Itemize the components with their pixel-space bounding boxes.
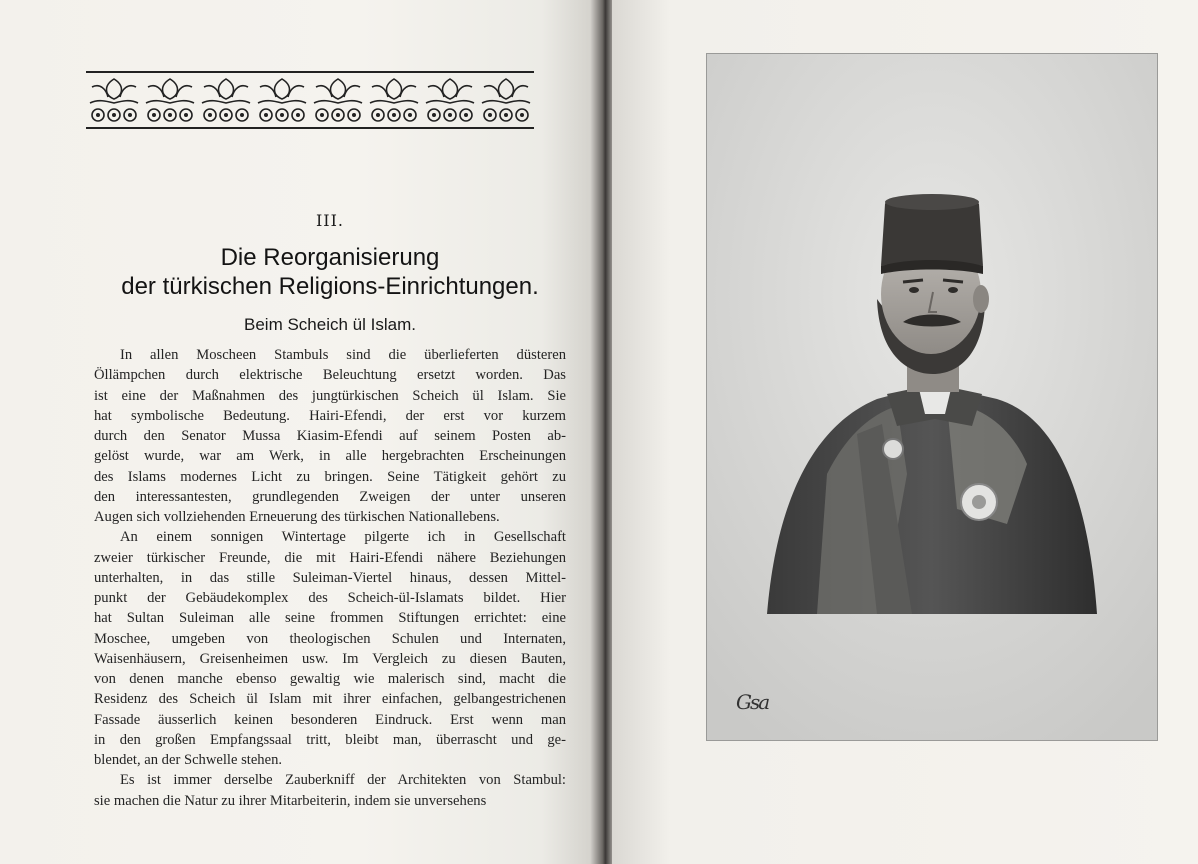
text-line: den interessantesten, grundlegenden Zweigen der unter unseren <box>94 488 566 505</box>
ornament-tile <box>482 79 530 121</box>
ornament-tile <box>258 79 306 121</box>
text-line: Residenz des Scheich ül Islam mit ihrer einfachen, gelbangestrichenen <box>94 691 566 708</box>
text-line: Moschee, umgeben von theologischen Schulen und Internaten, <box>94 630 566 647</box>
body-text <box>94 345 566 811</box>
chapter-title-line-2: der türkischen Religions-Einrichtungen. <box>121 273 539 300</box>
text-line: Waisenhäusern, Greisenheimen usw. Im Vergleich zu diesen Bauten, <box>94 650 566 667</box>
text-line: hat symbolische Bedeutung. Hairi-Efendi, der erst vor kurzem <box>94 407 566 424</box>
text-line: sie machen die Natur zu ihrer Mitarbeiterin, indem sie unversehens <box>94 792 487 809</box>
text-line: blendet, an der Schwelle stehen. <box>94 752 283 768</box>
text-line: in den großen Empfangssaal tritt, bleibt man, überrascht und ge- <box>94 731 566 748</box>
text-line: punkt der Gebäudekomplex des Scheich-ül-Islamats bildet. Hier <box>94 590 566 606</box>
text-line: An einem sonnigen Wintertage pilgerte ich in Gesellschaft <box>120 529 566 546</box>
text-line: Öllämpchen durch elektrische Beleuchtung ersetzt worden. Das <box>94 367 566 384</box>
text-line: In allen Moscheen Stambuls sind die überlieferten düsteren <box>120 347 566 363</box>
ornament-tile <box>370 79 418 121</box>
ornament-tile <box>146 79 194 121</box>
ornament-tile <box>90 79 138 121</box>
text-line: Augen sich vollziehenden Erneuerung des türkischen Nationallebens. <box>94 509 500 525</box>
chapter-title-line-1: Die Reorganisierung <box>220 244 440 271</box>
ornament-tile <box>426 79 474 121</box>
text-line: unterhalten, in das stille Suleiman-Viertel hinaus, dessen Mittel- <box>94 569 566 586</box>
text-line: durch den Senator Mussa Kiasim-Efendi auf seinem Posten ab- <box>94 428 566 444</box>
text-line: zweier türkischer Freunde, die mit Hairi-Efendi nähere Beziehungen <box>94 549 566 566</box>
artist-signature: Gsa <box>736 690 769 714</box>
text-line: gelöst wurde, war am Werk, in alle hergebrachten Erscheinungen <box>94 448 566 465</box>
text-line: ist eine der Maßnahmen des jungtürkischen Scheich ül Islam. Sie <box>94 387 566 404</box>
text-line: von denen manche ebenso gewaltig wie malerisch sind, macht die <box>94 671 566 687</box>
text-line: Fassade äusserlich keinen besonderen Eindruck. Erst wenn man <box>94 711 566 728</box>
ornamental-header-band <box>86 71 534 129</box>
section-subtitle: Beim Scheich ül Islam. <box>244 315 416 334</box>
text-line: hat Sultan Suleiman alle seine frommen Stiftungen errichtet: eine <box>94 610 566 627</box>
ornament-tile <box>202 79 250 121</box>
portrait-photo <box>706 53 1158 741</box>
text-line: des Islams modernes Licht zu bringen. Seine Tätigkeit gehört zu <box>94 468 566 485</box>
portrait-figure-icon <box>707 54 1158 741</box>
chapter-number: III. <box>315 211 345 230</box>
ornament-tile <box>314 79 362 121</box>
text-line: Es ist immer derselbe Zauberkniff der Architekten von Stambul: <box>120 772 566 789</box>
floral-ornament-icon <box>86 73 534 127</box>
